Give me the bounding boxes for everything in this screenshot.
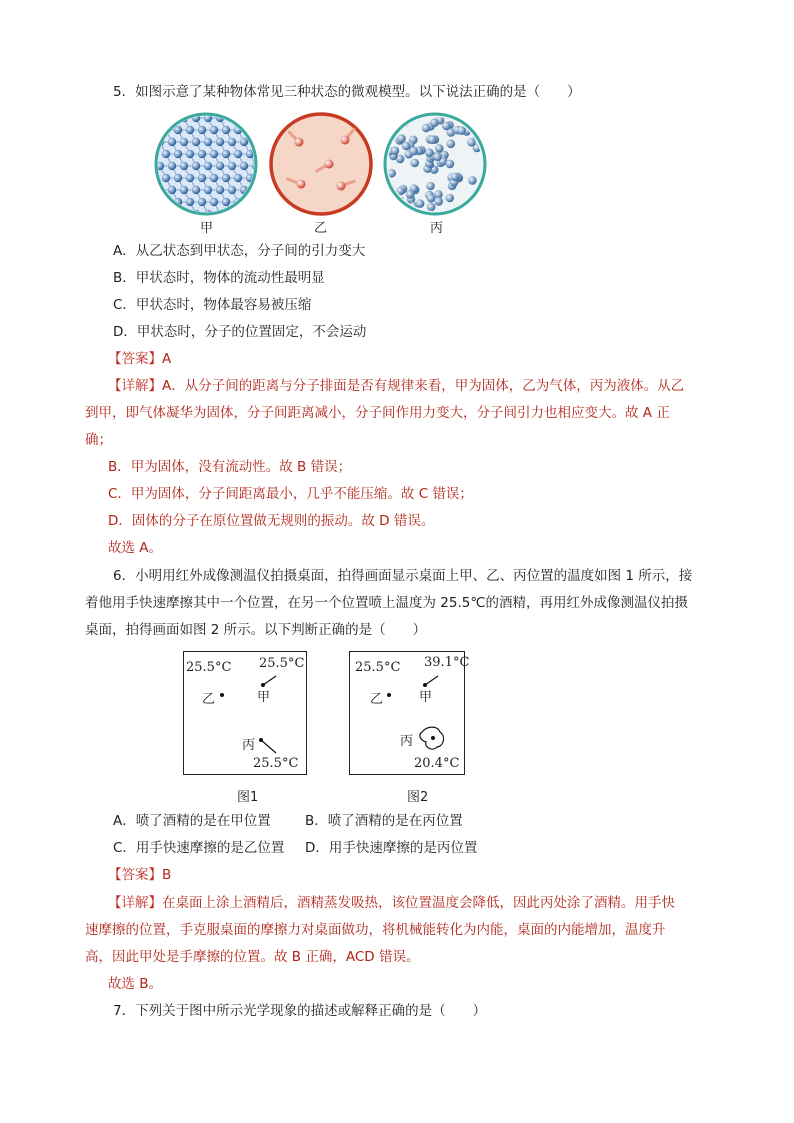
q6-detail-line-1 xyxy=(108,893,675,913)
q6-option-a: A．喷了酒精的是在甲位置 xyxy=(113,813,271,829)
answer-tag: 【答案】 xyxy=(108,351,162,367)
q5-detail-line-3: 确； xyxy=(85,432,112,448)
fig1-yi-label: 乙 xyxy=(202,692,216,707)
q5-option-a: A．从乙状态到甲状态，分子间的引力变大 xyxy=(113,243,366,259)
q6-option-b: B．喷了酒精的是在丙位置 xyxy=(305,813,463,829)
fig1-jia-temp: 25.5°C xyxy=(259,656,305,671)
q5-detail-line-5: C．甲为固体，分子间距离最小，几乎不能压缩。故 C 错误； xyxy=(108,486,473,502)
q6-answer xyxy=(108,865,171,885)
answer-tag: 【答案】 xyxy=(108,867,162,883)
figure-1-caption: 图1 xyxy=(237,790,259,805)
q6-option-c: C．用手快速摩擦的是乙位置 xyxy=(113,840,285,856)
fig1-yi-temp: 25.5°C xyxy=(186,660,232,675)
detail-text: 在桌面上涂上酒精后，酒精蒸发吸热，该位置温度会降低，因此丙处涂了酒精。用手快 xyxy=(162,895,675,911)
fig1-pointer-lines xyxy=(184,652,306,774)
gas-state-model-image xyxy=(269,112,373,216)
liquid-state-model-image xyxy=(383,112,487,216)
q5-conclusion: 故选 A。 xyxy=(108,540,163,556)
q5-option-d: D．甲状态时，分子的位置固定，不会运动 xyxy=(113,324,367,340)
q5-detail-line-1 xyxy=(108,376,684,396)
q5-answer xyxy=(108,349,171,369)
q6-question-line-2: 着他用手快速摩擦其中一个位置，在另一个位置喷上温度为 25.5℃的酒精，再用红外成像测温仪拍摄 xyxy=(85,595,689,611)
q6-question-line-1: 6．小明用红外成像测温仪拍摄桌面，拍得画面显示桌面上甲、乙、丙位置的温度如图 1 所示，接 xyxy=(113,568,693,584)
detail-tag: 【详解】 xyxy=(108,895,162,911)
q5-detail-line-6: D．固体的分子在原位置做无规则的振动。故 D 错误。 xyxy=(108,513,435,529)
figure-2-caption: 图2 xyxy=(407,790,429,805)
q5-option-b: B．甲状态时，物体的流动性最明显 xyxy=(113,270,325,286)
q6-detail-line-2: 速摩擦的位置，手克服桌面的摩擦力对桌面做功，将机械能转化为内能，桌面的内能增加，温度升 xyxy=(85,922,666,938)
answer-value: B xyxy=(162,867,172,883)
caption-jia: 甲 xyxy=(200,221,214,236)
fig2-yi-temp: 25.5°C xyxy=(355,660,401,675)
answer-value: A xyxy=(162,351,172,367)
fig2-yi-label: 乙 xyxy=(370,692,384,707)
fig1-jia-label: 甲 xyxy=(257,690,271,705)
figure-2-panel xyxy=(349,651,470,775)
q5-question: 5．如图示意了某种物体常见三种状态的微观模型。以下说法正确的是（ ） xyxy=(113,84,581,100)
q5-option-c: C．甲状态时，物体最容易被压缩 xyxy=(113,297,312,313)
fig2-pointer-lines xyxy=(350,652,464,774)
solid-state-model-image xyxy=(154,112,258,216)
q6-conclusion: 故选 B。 xyxy=(108,976,163,992)
q5-detail-line-2: 到甲，即气体凝华为固体，分子间距离减小，分子间作用力变大，分子间引力也相应变大。故 A 正 xyxy=(85,405,670,421)
caption-yi: 乙 xyxy=(314,221,328,236)
fig2-bing-temp: 20.4°C xyxy=(414,756,460,771)
detail-text: A．从分子间的距离与分子排面是否有规律来看，甲为固体，乙为气体，丙为液体。从乙 xyxy=(162,378,685,394)
q7-question: 7．下列关于图中所示光学现象的描述或解释正确的是（ ） xyxy=(113,1003,487,1019)
fig2-jia-temp: 39.1°C xyxy=(424,655,470,670)
q6-question-line-3: 桌面，拍得画面如图 2 所示。以下判断正确的是（ ） xyxy=(85,622,427,638)
fig2-bing-label: 丙 xyxy=(400,734,414,749)
fig1-bing-label: 丙 xyxy=(242,738,256,753)
caption-bing: 丙 xyxy=(430,221,444,236)
q5-detail-line-4: B．甲为固体，没有流动性。故 B 错误； xyxy=(108,459,352,475)
detail-tag: 【详解】 xyxy=(108,378,162,394)
q6-option-d: D．用手快速摩擦的是丙位置 xyxy=(305,840,478,856)
figure-1-panel xyxy=(183,651,307,775)
fig2-jia-label: 甲 xyxy=(419,690,433,705)
q6-detail-line-3: 高，因此甲处是手摩擦的位置。故 B 正确，ACD 错误。 xyxy=(85,949,420,965)
fig1-bing-temp: 25.5°C xyxy=(253,756,299,771)
